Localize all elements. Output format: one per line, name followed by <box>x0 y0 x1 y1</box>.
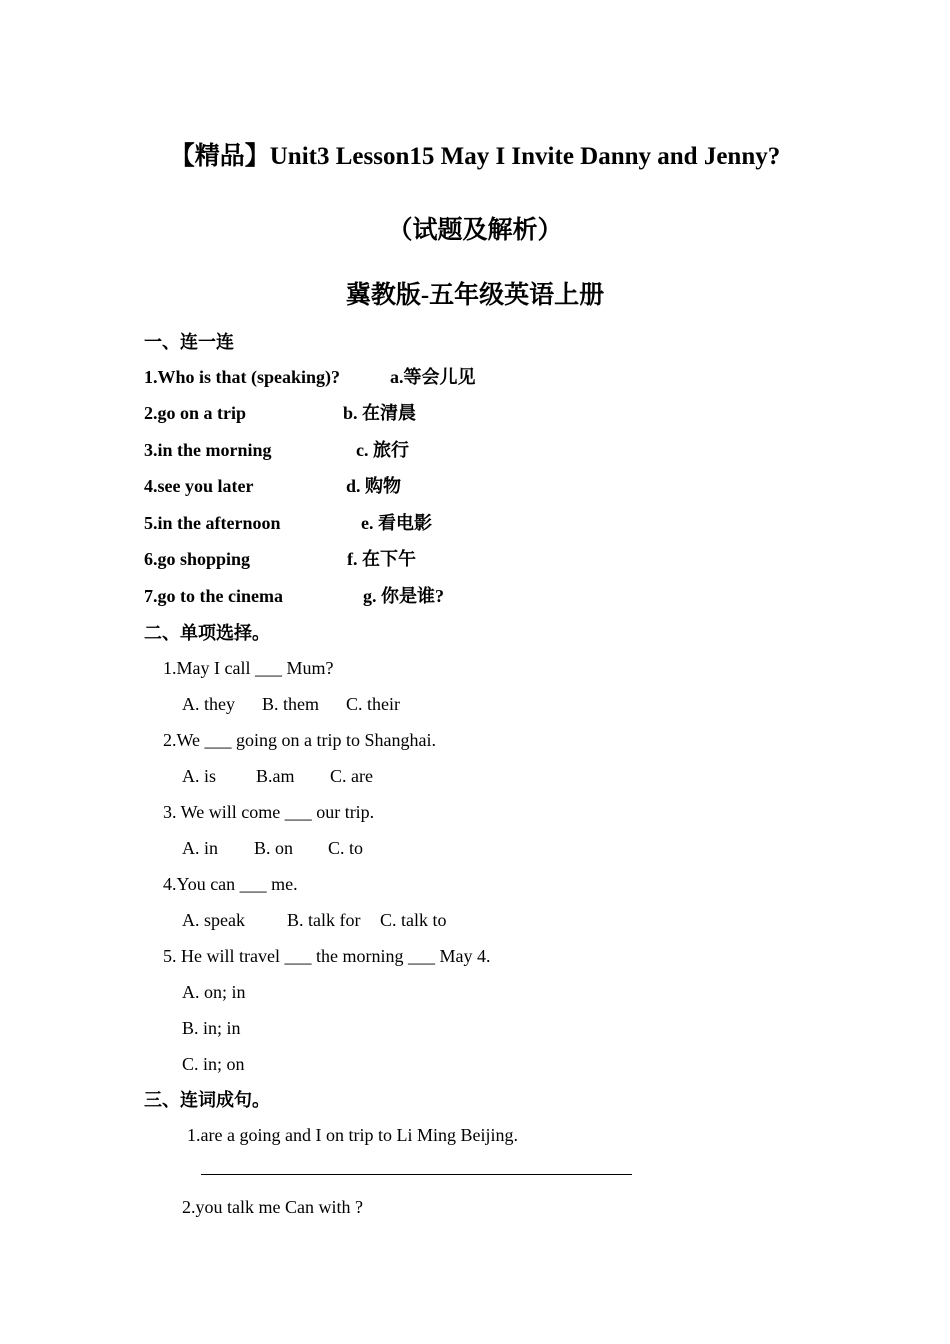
question-1-options <box>182 693 400 715</box>
option-a: A. on; in <box>182 982 246 1002</box>
match-item-left: 6.go shopping <box>144 549 251 569</box>
sentence-question-1: 1.are a going and I on trip to Li Ming Beijing. <box>187 1125 518 1145</box>
question-2-options <box>182 765 373 787</box>
option-b: B. talk for <box>287 910 361 930</box>
match-item-right: f. 在下午 <box>347 549 416 569</box>
match-item-left: 1.Who is that (speaking)? <box>144 367 341 387</box>
sentence-question-2: 2.you talk me Can with ? <box>182 1197 363 1217</box>
question-2: 2.We ___ going on a trip to Shanghai. <box>163 730 437 750</box>
answer-line <box>201 1174 632 1175</box>
section3-heading: 三、连词成句。 <box>144 1090 270 1110</box>
option-c: C. are <box>330 766 373 786</box>
option-b: B. on <box>254 838 294 858</box>
question-3-options <box>182 837 363 859</box>
match-item-right: c. 旅行 <box>356 440 409 460</box>
option-c: C. their <box>346 694 400 714</box>
option-a: A. speak <box>182 910 245 930</box>
option-b: B.am <box>256 766 295 786</box>
match-item-left: 7.go to the cinema <box>144 586 283 606</box>
match-item-left: 4.see you later <box>144 476 254 496</box>
page-title: 【精品】Unit3 Lesson15 May I Invite Danny and Jenny? <box>169 143 781 170</box>
page-edition: 冀教版-五年级英语上册 <box>345 282 605 309</box>
match-item-left: 2.go on a trip <box>144 403 247 423</box>
option-c: C. in; on <box>182 1054 245 1074</box>
option-c: C. talk to <box>380 910 447 930</box>
section1-heading: 一、连一连 <box>144 332 234 352</box>
match-item-left: 5.in the afternoon <box>144 513 281 533</box>
question-1: 1.May I call ___ Mum? <box>163 658 334 678</box>
page-subtitle: （试题及解析） <box>387 217 563 244</box>
match-item-right: e. 看电影 <box>361 513 432 533</box>
question-4-options <box>182 909 447 931</box>
match-item-right: d. 购物 <box>346 476 402 496</box>
match-item-left: 3.in the morning <box>144 440 272 460</box>
match-item-right: b. 在清晨 <box>343 403 417 423</box>
question-3: 3. We will come ___ our trip. <box>163 802 375 822</box>
option-b: B. them <box>262 694 319 714</box>
option-b: B. in; in <box>182 1018 241 1038</box>
section2-heading: 二、单项选择。 <box>144 623 270 643</box>
match-item-right: g. 你是谁? <box>363 586 444 606</box>
match-item-right: a.等会儿见 <box>390 367 476 387</box>
option-a: A. is <box>182 766 217 786</box>
option-c: C. to <box>328 838 364 858</box>
question-4: 4.You can ___ me. <box>163 874 298 894</box>
option-a: A. in <box>182 838 218 858</box>
question-5: 5. He will travel ___ the morning ___ May 4. <box>163 946 491 966</box>
option-a: A. they <box>182 694 235 714</box>
